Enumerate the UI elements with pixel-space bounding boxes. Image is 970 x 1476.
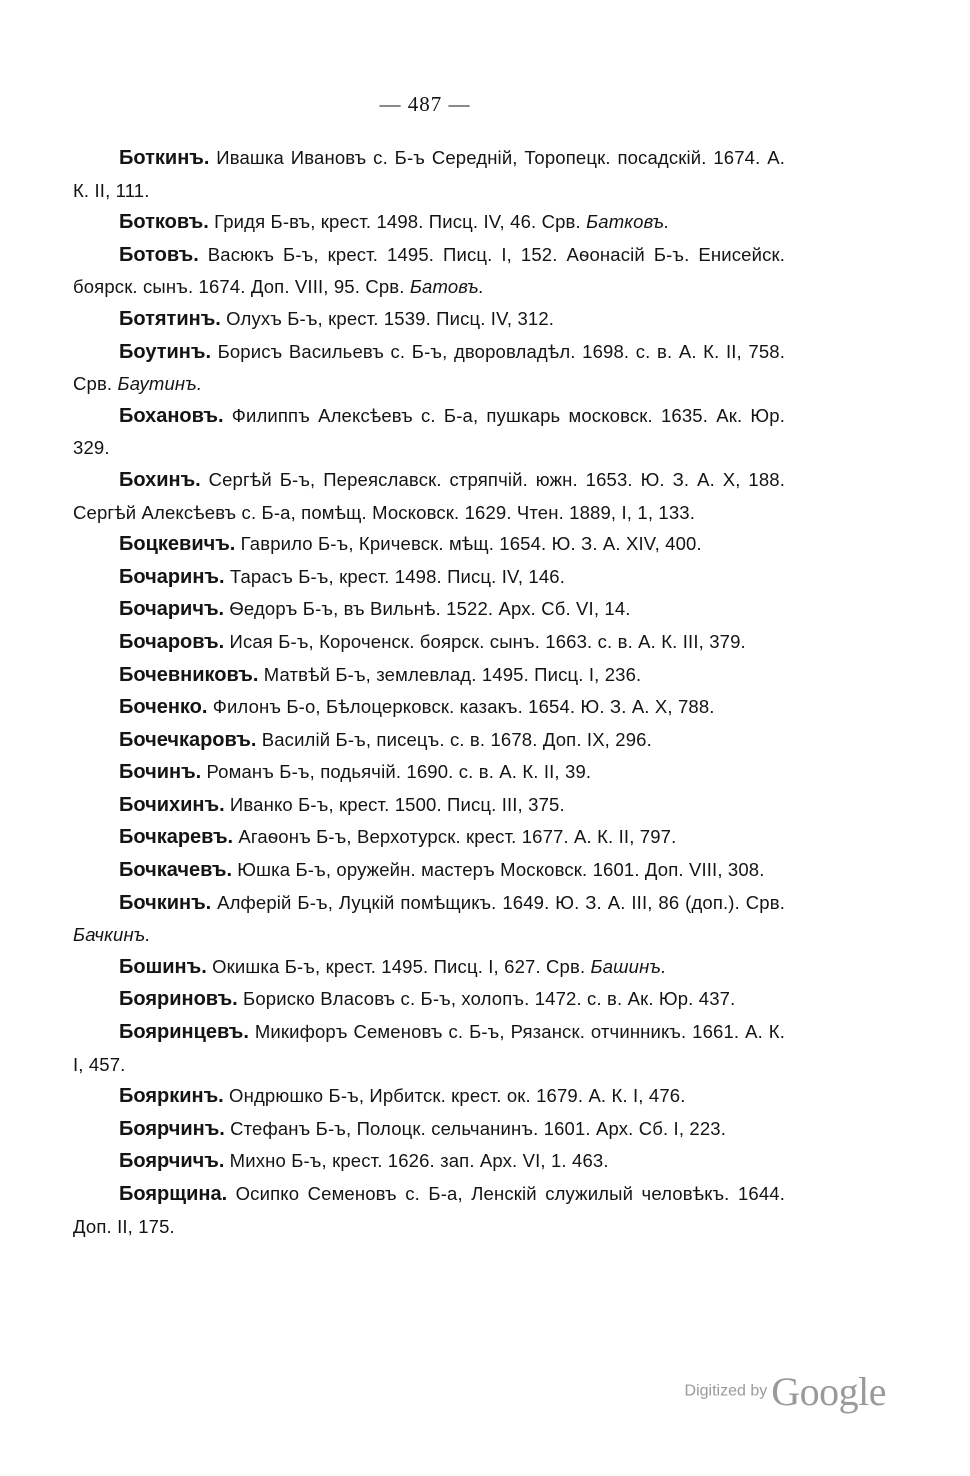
entry-headword: Бочаринъ. (119, 565, 225, 588)
entry-headword: Бояриновъ. (119, 988, 238, 1011)
dictionary-entry (73, 626, 785, 659)
entry-headword: Бояринцевъ. (119, 1021, 249, 1044)
dictionary-entry (73, 303, 785, 336)
entry-cross-reference: Башинъ. (590, 955, 667, 977)
entry-headword: Бочевниковъ. (119, 663, 259, 686)
entry-text: Василій Б-ъ, писецъ. с. в. 1678. Доп. IX, 296. (256, 728, 652, 750)
entry-headword: Боярчичъ. (119, 1150, 225, 1173)
entry-headword: Бошинъ. (119, 955, 207, 978)
entry-text: Олухъ Б-ъ, крест. 1539. Писц. IV, 312. (220, 307, 555, 329)
entry-text: Васюкъ Б-ъ, крест. 1495. Писц. I, 152. Аѳонасій Б-ъ. Енисейск. боярск. сынъ. 1674. Доп. VIII, 95. Срв. (73, 243, 785, 298)
dictionary-entry (73, 1145, 785, 1178)
entry-text: Алферій Б-ъ, Луцкій помѣщикъ. 1649. Ю. З. А. III, 86 (доп.). Срв. (211, 891, 785, 913)
entry-text: Романъ Б-ъ, подьячій. 1690. с. в. А. К. II, 39. (201, 761, 592, 783)
entry-headword: Боткинъ. (119, 147, 210, 169)
entry-text: Окишка Б-ъ, крест. 1495. Писц. I, 627. Срв. (206, 955, 591, 977)
google-logo: Google (771, 1369, 886, 1414)
entry-text: Ѳедоръ Б-ъ, въ Вильнѣ. 1522. Арх. Сб. VI, 14. (224, 598, 631, 620)
entry-text: Стефанъ Б-ъ, Полоцк. сельчанинъ. 1601. Арх. Сб. I, 223. (224, 1117, 727, 1139)
entry-text: Гаврило Б-ъ, Кричевск. мѣщ. 1654. Ю. З. А. XIV, 400. (235, 533, 702, 555)
entry-headword: Бочинъ. (119, 761, 202, 784)
entry-headword: Боярчинъ. (119, 1117, 225, 1140)
dictionary-entry (73, 239, 785, 303)
dictionary-entry (73, 400, 785, 464)
entry-headword: Ботятинъ. (119, 307, 221, 330)
entry-cross-reference: Батовъ. (409, 276, 485, 298)
dictionary-entry (73, 1113, 785, 1146)
entry-headword: Боутинъ. (119, 340, 212, 363)
entry-headword: Бочечкаровъ. (119, 728, 257, 751)
dictionary-entry (73, 789, 785, 822)
entry-headword: Бочаричъ. (119, 598, 225, 621)
dictionary-entry (73, 983, 785, 1016)
entry-cross-reference: Бачкинъ. (73, 924, 151, 946)
entry-text: Ондрюшко Б-ъ, Ирбитск. крест. ок. 1679. А. К. I, 476. (223, 1085, 686, 1107)
dictionary-entry (73, 659, 785, 692)
dictionary-entry (73, 951, 785, 984)
watermark-prefix: Digitized by (684, 1382, 768, 1400)
dictionary-entry (73, 528, 785, 561)
dictionary-entry (73, 691, 785, 724)
entry-headword: Боярщина. (119, 1183, 228, 1205)
entry-headword: Бочихинъ. (119, 793, 225, 816)
dictionary-entry (73, 821, 785, 854)
entry-headword: Бочкачевъ. (119, 859, 233, 882)
dictionary-entry (73, 854, 785, 887)
entry-text: Исая Б-ъ, Короченск. боярск. сынъ. 1663. с. в. А. К. III, 379. (224, 630, 746, 652)
dictionary-entry (73, 561, 785, 594)
dictionary-entry (73, 142, 785, 206)
dictionary-entry (73, 593, 785, 626)
entry-text: Микифоръ Семеновъ с. Б-ъ, Рязанск. отчинникъ. 1661. А. К. I, 457. (73, 1021, 785, 1075)
entry-text: Агаѳонъ Б-ъ, Верхотурск. крест. 1677. А. К. II, 797. (233, 826, 677, 848)
entry-text: Филиппъ Алексѣевъ с. Б-а, пушкарь московск. 1635. Ак. Юр. 329. (73, 404, 785, 459)
dictionary-entries (73, 142, 785, 1242)
entry-cross-reference: Батковъ. (586, 211, 670, 233)
dictionary-entry (73, 464, 785, 528)
dictionary-entry (73, 887, 785, 951)
entry-text: Ивашка Ивановъ с. Б-ъ Середній, Торопецк. посадскій. 1674. А. К. II, 111. (73, 147, 785, 201)
entry-text: Гридя Б-въ, крест. 1498. Писц. IV, 46. Срв. (208, 211, 587, 233)
entry-text: Борисъ Васильевъ с. Б-ъ, дворовладѣл. 1698. с. в. А. К. II, 758. Срв. (73, 340, 785, 395)
entry-headword: Бочкаревъ. (119, 826, 234, 849)
dictionary-entry (73, 206, 785, 239)
entry-text: Осипко Семеновъ с. Б-а, Ленскій служилый человѣкъ. 1644. Доп. II, 175. (73, 1183, 785, 1237)
dictionary-entry (73, 1016, 785, 1080)
digitized-watermark (685, 1368, 886, 1415)
dictionary-entry (73, 756, 785, 789)
entry-headword: Ботковъ. (119, 211, 209, 234)
entry-headword: Бохановъ. (119, 404, 224, 427)
dictionary-entry (73, 1178, 785, 1242)
entry-headword: Ботовъ. (119, 243, 199, 266)
entry-text: Сергѣй Б-ъ, Переяславск. стряпчій. южн. 1653. Ю. З. А. X, 188. Сергѣй Алексѣевъ с. Б-а, помѣщ. Московск. 1629. Чтен. 1889, I, 1, 133. (73, 468, 785, 523)
entry-headword: Бочаровъ. (119, 630, 225, 653)
dictionary-entry (73, 1080, 785, 1113)
entry-headword: Бочкинъ. (119, 891, 212, 914)
entry-headword: Боцкевичъ. (119, 533, 236, 556)
entry-text: Михно Б-ъ, крест. 1626. зап. Арх. VI, 1. 463. (224, 1150, 609, 1172)
entry-text: Юшка Б-ъ, оружейн. мастеръ Московск. 1601. Доп. VIII, 308. (232, 859, 765, 881)
entry-headword: Бояркинъ. (119, 1085, 224, 1108)
entry-text: Матвѣй Б-ъ, землевлад. 1495. Писц. I, 236. (258, 663, 642, 685)
entry-headword: Бохинъ. (119, 468, 201, 491)
entry-headword: Боченко. (119, 696, 208, 719)
dictionary-entry (73, 724, 785, 757)
entry-text: Филонъ Б-о, Бѣлоцерковск. казакъ. 1654. Ю. З. А. X, 788. (207, 696, 715, 718)
entry-cross-reference: Баутинъ. (117, 373, 203, 395)
page-number: — 487 — (379, 92, 471, 116)
dictionary-entry (73, 336, 785, 400)
entry-text: Бориско Власовъ с. Б-ъ, холопъ. 1472. с. в. Ак. Юр. 437. (237, 988, 736, 1010)
entry-text: Иванко Б-ъ, крест. 1500. Писц. III, 375. (224, 793, 565, 815)
entry-text: Тарасъ Б-ъ, крест. 1498. Писц. IV, 146. (224, 565, 566, 587)
